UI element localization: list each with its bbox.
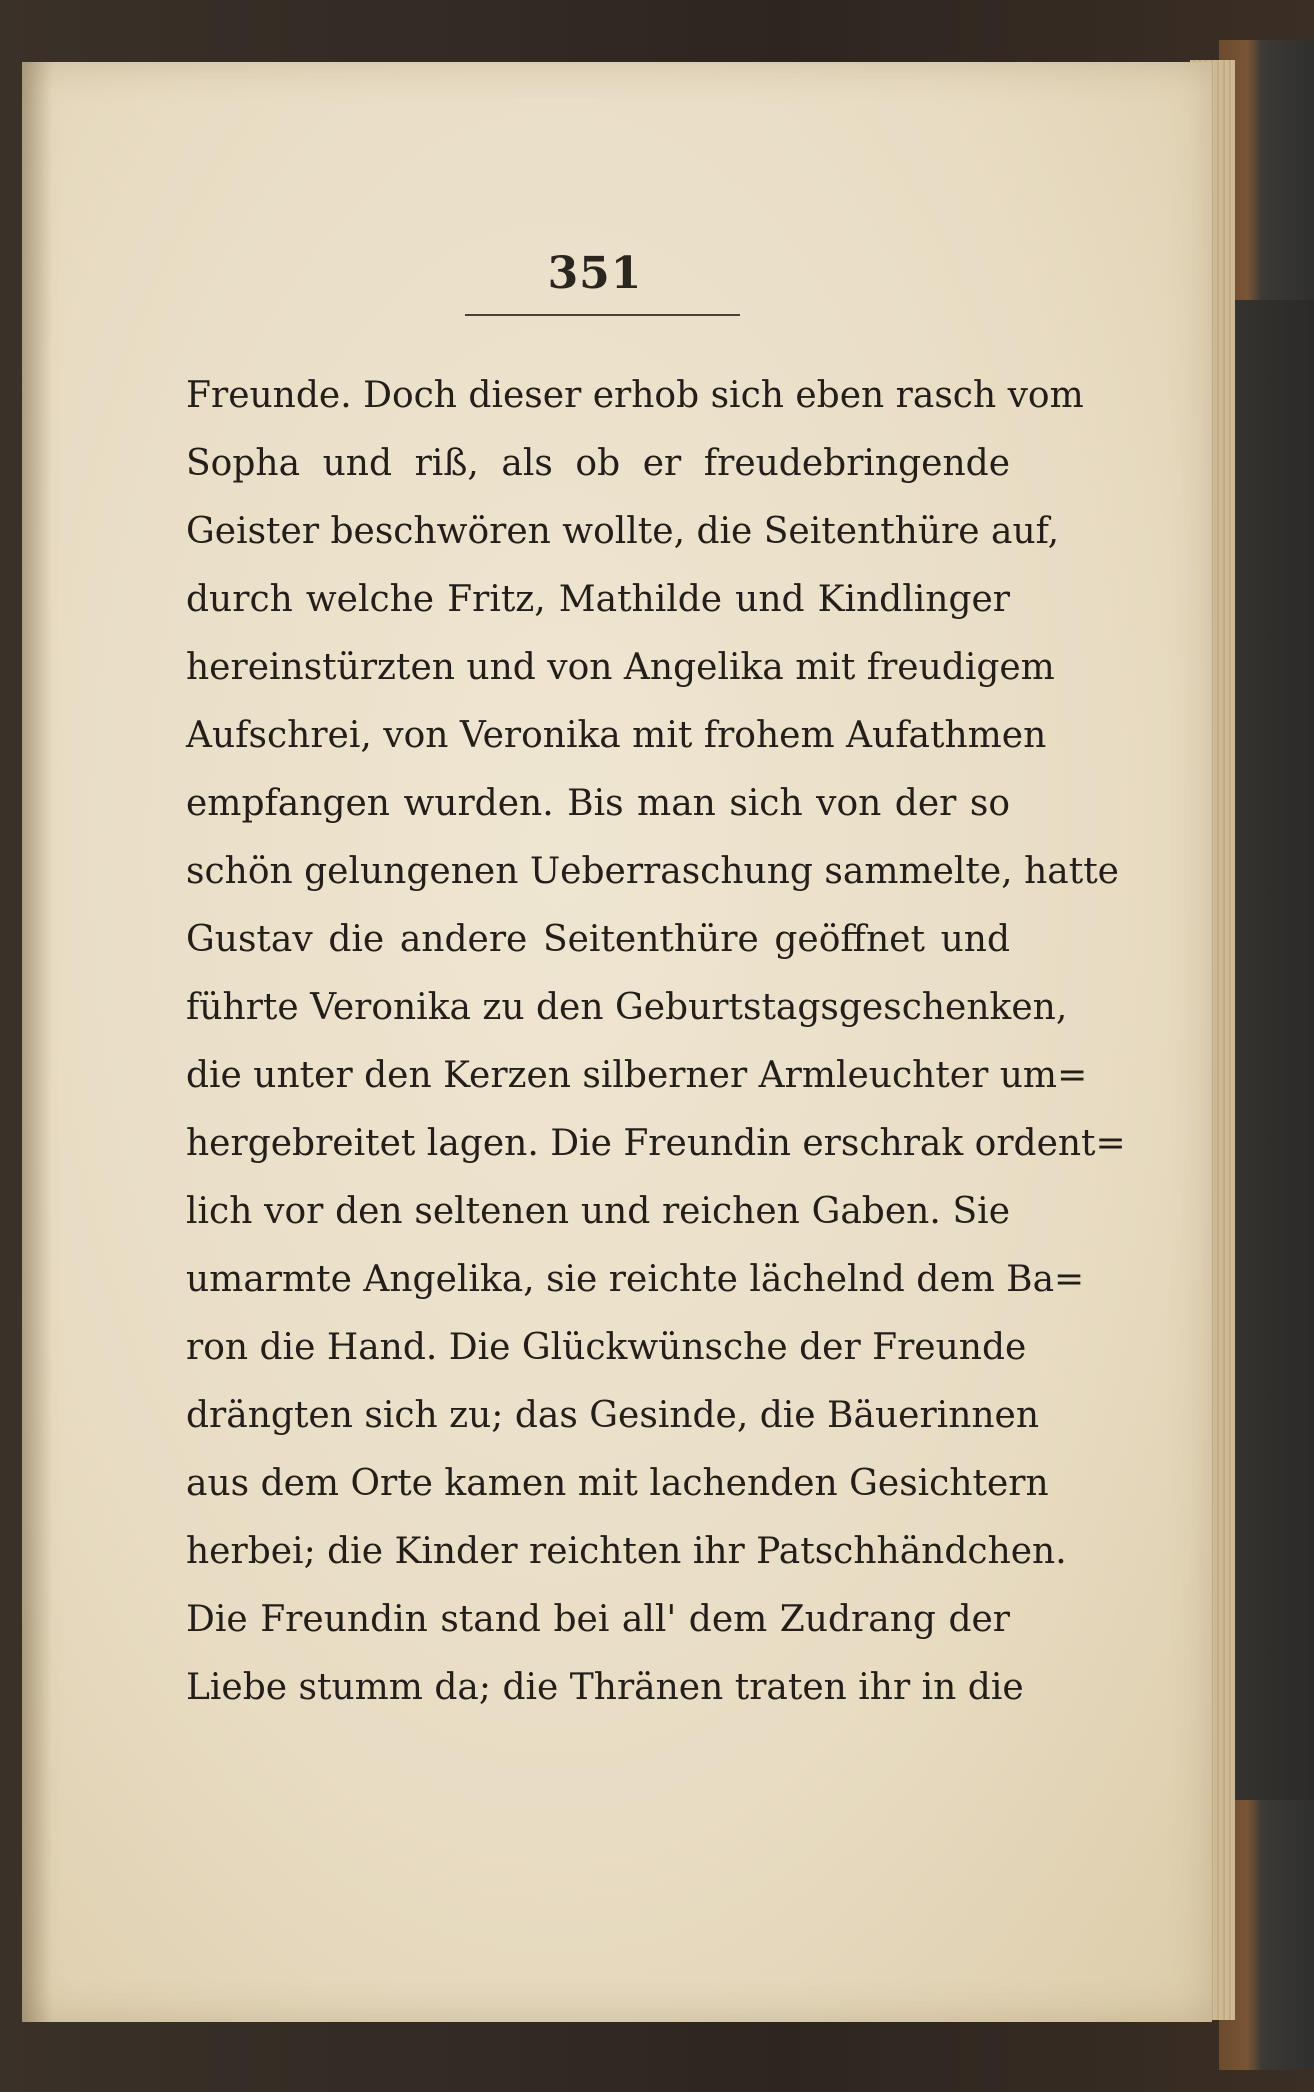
- body-text: [186, 362, 1126, 1722]
- text-line: Die Freundin stand bei all' dem Zudrang der: [186, 1599, 1010, 1640]
- text-line: Freunde. Doch dieser erhob sich eben rasch vom: [186, 375, 1084, 416]
- header-rule: [465, 314, 740, 316]
- text-line: umarmte Angelika, sie reichte lächelnd dem Ba=: [186, 1259, 1085, 1300]
- text-line: Liebe stumm da; die Thränen traten ihr in die: [186, 1667, 1024, 1708]
- text-line: ron die Hand. Die Glückwünsche der Freunde: [186, 1327, 1027, 1368]
- text-line: hergebreitet lagen. Die Freundin erschrak ordent=: [186, 1123, 1126, 1164]
- text-line: hereinstürzten und von Angelika mit freudigem: [186, 647, 1055, 688]
- text-line: führte Veronika zu den Geburtstagsgeschenken,: [186, 987, 1068, 1028]
- gutter-shadow: [22, 62, 52, 2022]
- page-number: 351: [547, 248, 643, 299]
- text-line: schön gelungenen Ueberraschung sammelte, hatte: [186, 851, 1119, 892]
- text-line: empfangen wurden. Bis man sich von der so: [186, 783, 1010, 824]
- text-line: aus dem Orte kamen mit lachenden Gesichtern: [186, 1463, 1049, 1504]
- text-line: Aufschrei, von Veronika mit frohem Aufathmen: [186, 715, 1047, 756]
- text-line: herbei; die Kinder reichten ihr Patschhändchen.: [186, 1531, 1067, 1572]
- text-line: lich vor den seltenen und reichen Gaben. Sie: [186, 1191, 1010, 1232]
- text-line: Gustav die andere Seitenthüre geöffnet und: [186, 919, 1010, 960]
- text-line: die unter den Kerzen silberner Armleuchter um=: [186, 1055, 1088, 1096]
- text-line: Geister beschwören wollte, die Seitenthüre auf,: [186, 511, 1060, 552]
- text-line: durch welche Fritz, Mathilde und Kindlinger: [186, 579, 1010, 620]
- text-line: Sopha und riß, als ob er freudebringende: [186, 443, 1010, 484]
- book-cover-leather: [1234, 300, 1314, 1800]
- text-line: drängten sich zu; das Gesinde, die Bäuerinnen: [186, 1395, 1040, 1436]
